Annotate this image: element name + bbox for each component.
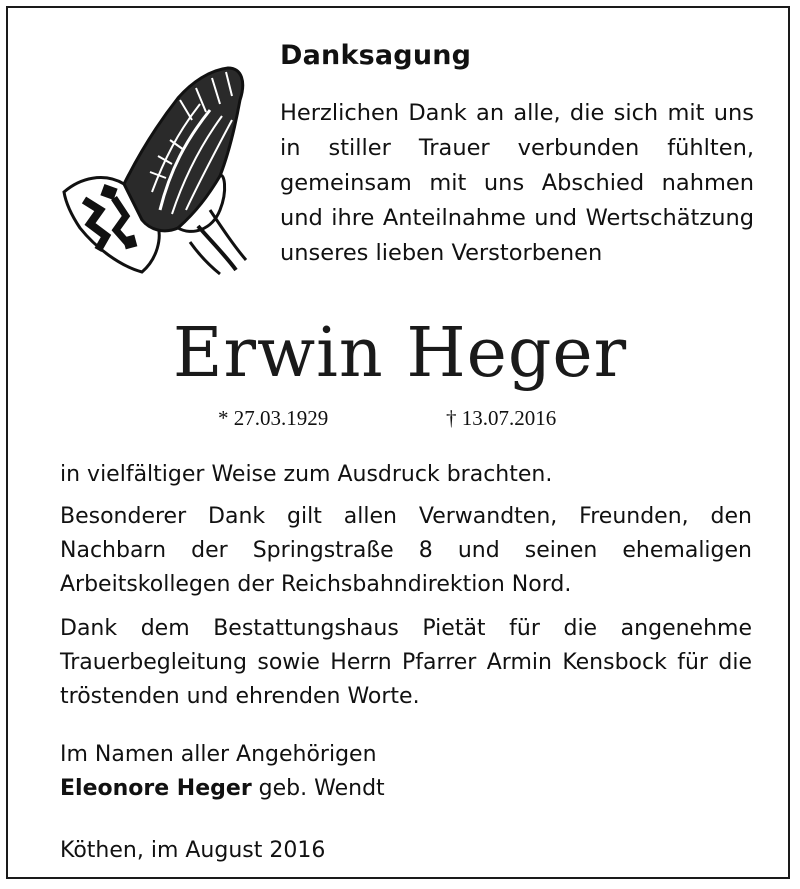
deceased-name: Erwin Heger [172,314,628,393]
paragraph-continuation: in vielfältiger Weise zum Ausdruck brachten. [60,462,553,487]
signatory-name: Eleonore Heger [60,776,252,801]
signature-block [60,738,385,806]
birth-date: * 27.03.1929 [218,406,329,430]
obituary-notice [6,6,790,879]
paragraph-thanks-funeral-home: Dank dem Bestattungshaus Pietät für die angenehme Trauerbegleitung sowie Herrn Pfarrer Armin Kensbock für die tröstenden und ehrenden Worte. [60,616,752,709]
notice-headline: Danksagung [280,40,472,71]
signature-name-line [60,772,385,806]
intro-text: Herzlichen Dank an alle, die sich mit uns in stiller Trauer verbunden fühlten, gemeinsam mit uns Abschied nahmen und ihre Anteilnahme und Wertschätzung unseres lieben Verstorbenen [280,100,754,266]
place-and-date: Köthen, im August 2016 [60,838,326,863]
praying-hands-icon [60,60,260,280]
signature-line: Im Namen aller Angehörigen [60,742,377,767]
paragraph-thanks-relatives: Besonderer Dank gilt allen Verwandten, Freunden, den Nachbarn der Springstraße 8 und seinen ehemaligen Arbeitskollegen der Reichsbahndirektion Nord. [60,504,752,597]
signatory-maiden-name: geb. Wendt [258,776,385,801]
death-date: † 13.07.2016 [446,406,557,430]
